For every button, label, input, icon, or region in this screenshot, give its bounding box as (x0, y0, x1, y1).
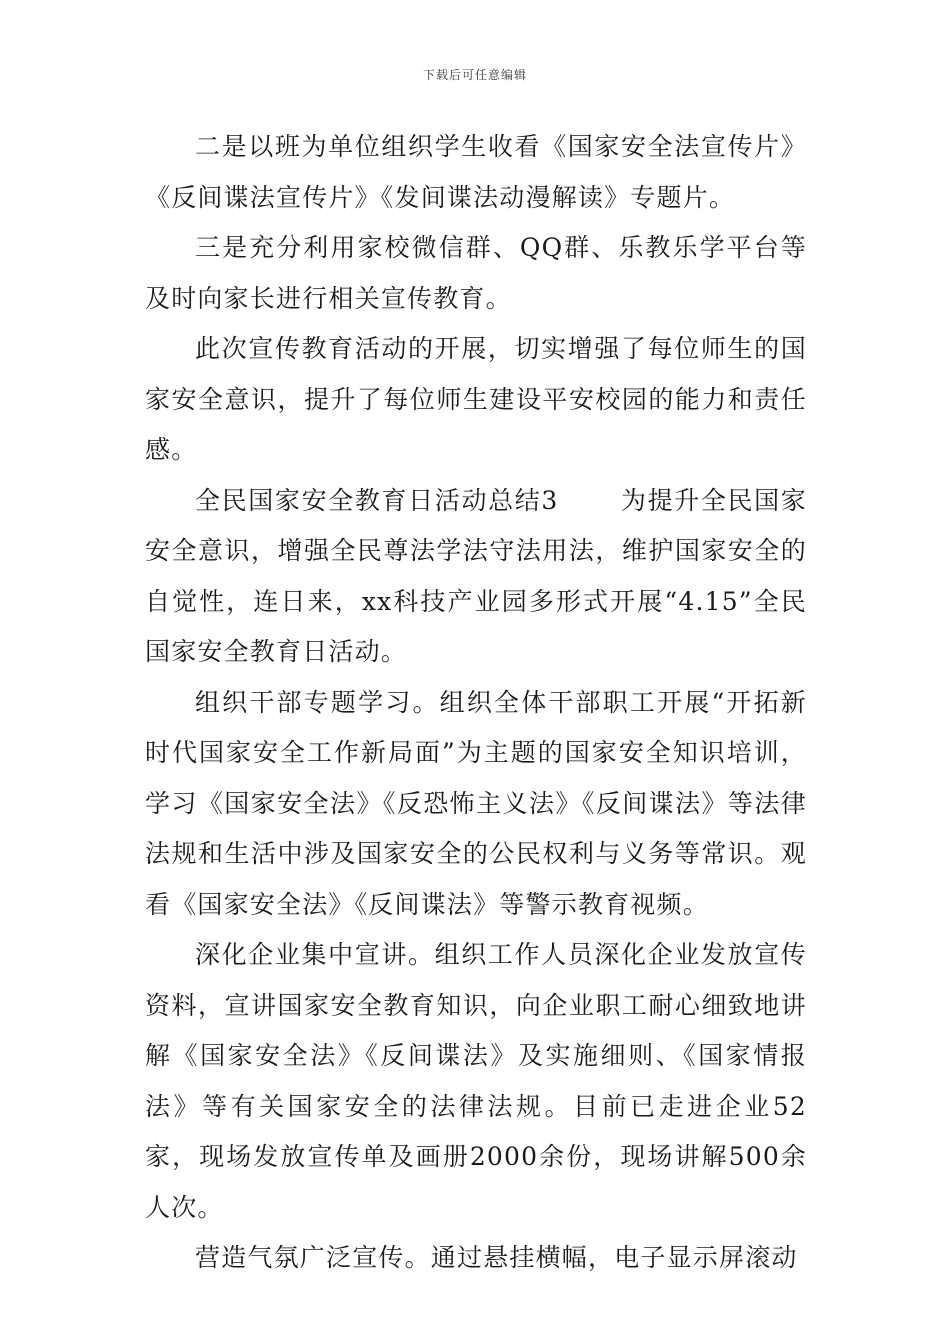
paragraph: 此次宣传教育活动的开展，切实增强了每位师生的国家安全意识，提升了每位师生建设平安校园的能力和责任感。 (145, 334, 807, 464)
paragraph: 营造气氛广泛宣传。通过悬挂横幅，电子显示屏滚动 (195, 1243, 798, 1272)
document-body (145, 122, 807, 1284)
section-title: 全民国家安全教育日活动总结3 (195, 485, 559, 515)
section-intro: 为提升全民国家安全意识，增强全民尊法学法守法用法，维护国家安全的自觉性，连日来，xx科技产业园多形式开展“4.15”全民国家安全教育日活动。 (145, 485, 807, 666)
paragraph: 三是充分利用家校微信群、QQ群、乐教乐学平台等及时向家长进行相关宣传教育。 (145, 233, 807, 313)
paragraph: 二是以班为单位组织学生收看《国家安全法宣传片》《反间谍法宣传片》《发间谍法动漫解读》专题片。 (145, 132, 807, 212)
paragraph: 深化企业集中宣讲。组织工作人员深化企业发放宣传资料，宣讲国家安全教育知识，向企业职工耐心细致地讲解《国家安全法》《反间谍法》及实施细则、《国家情报法》等有关国家安全的法律法规。目前已走进企业52家，现场发放宣传单及画册2000余份，现场讲解500余人次。 (145, 940, 807, 1222)
page-header: 下载后可任意编辑 (422, 68, 527, 82)
paragraph: 组织干部专题学习。组织全体干部职工开展“开拓新时代国家安全工作新局面”为主题的国家安全知识培训，学习《国家安全法》《反恐怖主义法》《反间谍法》等法律法规和生活中涉及国家安全的公民权利与义务等常识。观看《国家安全法》《反间谍法》等警示教育视频。 (145, 687, 807, 919)
section-paragraph (145, 476, 807, 678)
